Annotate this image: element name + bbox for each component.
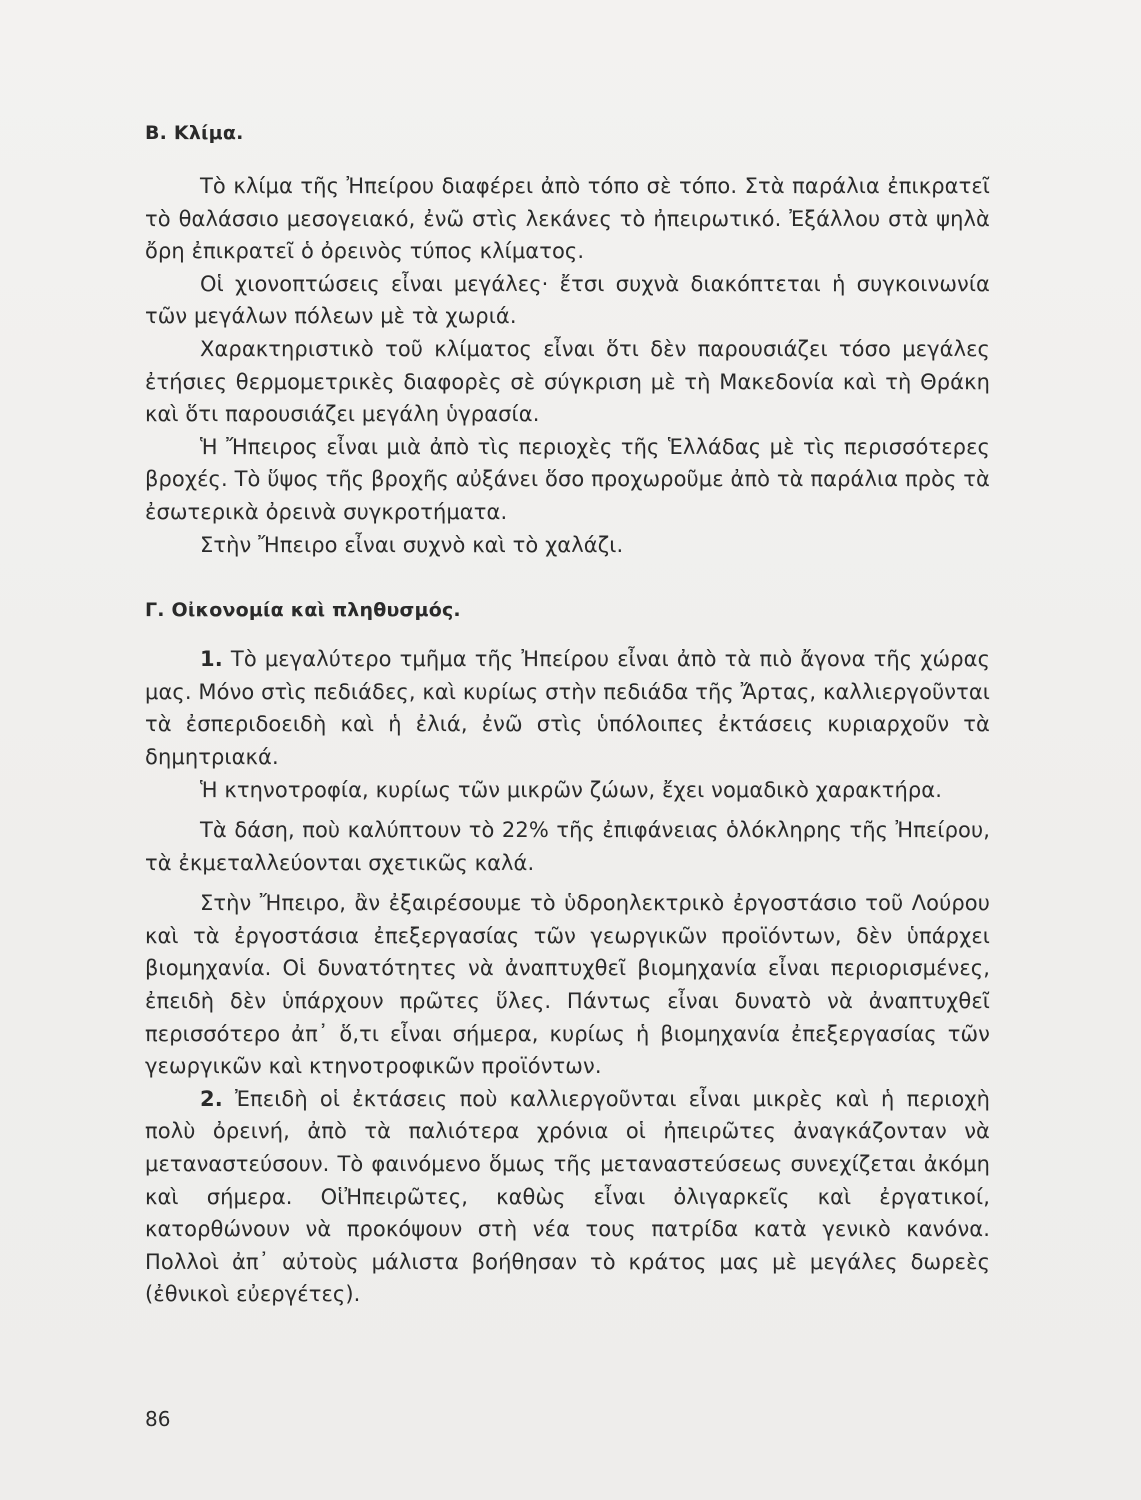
climate-paragraph-5: Στὴν Ἤπειρο εἶναι συχνὸ καὶ τὸ χαλάζι. <box>200 532 624 557</box>
economy-item-1 <box>145 643 990 773</box>
section-g-heading: Γ. Οἰκονομία καὶ πληθυσμός. <box>145 599 461 622</box>
page-number: 86 <box>145 1407 171 1431</box>
item-1-text: Τὸ μεγαλύτερο τμῆμα τῆς Ἠπείρου εἶναι ἀπὸ τὰ πιὸ ἄγονα τῆς χώρας μας. Μόνο στὶς πεδιάδες, καὶ κυρίως στὴν πεδιάδα τῆς Ἄρτας, καλλιεργοῦνται τὰ ἐσπεριδοειδὴ καὶ ἡ ἐλιά, ἐνῶ στὶς ὑπόλοιπες ἐκτάσεις κυριαρχοῦν τὰ δημητριακά. <box>145 647 991 769</box>
climate-paragraph-3: Χαρακτηριστικὸ τοῦ κλίματος εἶναι ὅτι δὲν παρουσιάζει τόσο μεγάλες ἐτήσιες θερμομετρικὲς διαφορὲς σὲ σύγκριση μὲ τὴ Μακεδονία καὶ τὴ Θράκη καὶ ὅτι παρουσιάζει μεγάλη ὑγρασία. <box>145 336 990 427</box>
item-2-text: Ἐπειδὴ οἱ ἐκτάσεις ποὺ καλλιεργοῦνται εἶναι μικρὲς καὶ ἡ περιοχὴ πολὺ ὀρεινή, ἀπὸ τὰ παλιότερα χρόνια οἱ ἠπειρῶτες ἀναγκάζονταν νὰ μεταναστεύσουν. Τὸ φαινόμενο ὅμως τῆς μεταναστεύσεως συνεχίζεται ἀκόμη καὶ σήμερα. ΟἱἨπειρῶτες, καθὼς εἶναι ὀλιγαρκεῖς καὶ ἐργατικοί, κατορθώνουν νὰ προκόψουν στὴ νέα τους πατρίδα κατὰ γενικὸ κανόνα. Πολλοὶ ἀπ᾽ αὐτοὺς μάλιστα βοήθησαν τὸ κράτος μας μὲ μεγάλες δωρεὲς (ἐθνικοὶ εὐεργέτες). <box>145 1086 990 1307</box>
item-1-number: 1. <box>200 647 223 672</box>
industry-paragraph: Στὴν Ἤπειρο, ἂν ἐξαιρέσουμε τὸ ὑδροηλεκτρικὸ ἐργοστάσιο τοῦ Λούρου καὶ τὰ ἐργοστάσια ἐπεξεργασίας τῶν γεωργικῶν προϊόντων, δὲν ὑπάρχει βιομηχανία. Οἱ δυνατότητες νὰ ἀναπτυχθεῖ βιομηχανία εἶναι περιορισμένες, ἐπειδὴ δὲν ὑπάρχουν πρῶτες ὕλες. Πάντως εἶναι δυνατὸ νὰ ἀναπτυχθεῖ περισσότερο ἀπ᾽ ὅ,τι εἶναι σήμερα, κυρίως ἡ βιομηχανία ἐπεξεργασίας τῶν γεωργικῶν καὶ κτηνοτροφικῶν προϊόντων. <box>145 891 990 1079</box>
economy-item-2 <box>145 1083 990 1311</box>
climate-paragraph-1: Τὸ κλίμα τῆς Ἠπείρου διαφέρει ἀπὸ τόπο σὲ τόπο. Στὰ παράλια ἐπικρατεῖ τὸ θαλάσσιο μεσογειακό, ἐνῶ στὶς λεκάνες τὸ ἠπειρωτικό. Ἐξάλλου στὰ ψηλὰ ὄρη ἐπικρατεῖ ὁ ὀρεινὸς τύπος κλίματος. <box>145 174 990 264</box>
livestock-paragraph: Ἡ κτηνοτροφία, κυρίως τῶν μικρῶν ζώων, ἔχει νομαδικὸ χαρακτήρα. <box>200 777 942 802</box>
page-content <box>145 118 990 1311</box>
section-b-heading: Β. Κλίμα. <box>145 122 244 144</box>
item-2-number: 2. <box>200 1086 223 1111</box>
forests-paragraph: Τὰ δάση, ποὺ καλύπτουν τὸ 22% τῆς ἐπιφάνειας ὁλόκληρης τῆς Ἠπείρου, τὰ ἐκμεταλλεύονται σχετικῶς καλά. <box>145 818 990 875</box>
climate-paragraph-4: Ἡ Ἤπειρος εἶναι μιὰ ἀπὸ τὶς περιοχὲς τῆς Ἑλλάδας μὲ τὶς περισσότερες βροχές. Τὸ ὕψος τῆς βροχῆς αὐξάνει ὅσο προχωροῦμε ἀπὸ τὰ παράλια πρὸς τὰ ἐσωτερικὰ ὀρεινὰ συγκροτήματα. <box>145 434 990 524</box>
climate-paragraph-2: Οἱ χιονοπτώσεις εἶναι μεγάλες· ἔτσι συχνὰ διακόπτεται ἡ συγκοινωνία τῶν μεγάλων πόλεων μὲ τὰ χωριά. <box>145 271 990 329</box>
